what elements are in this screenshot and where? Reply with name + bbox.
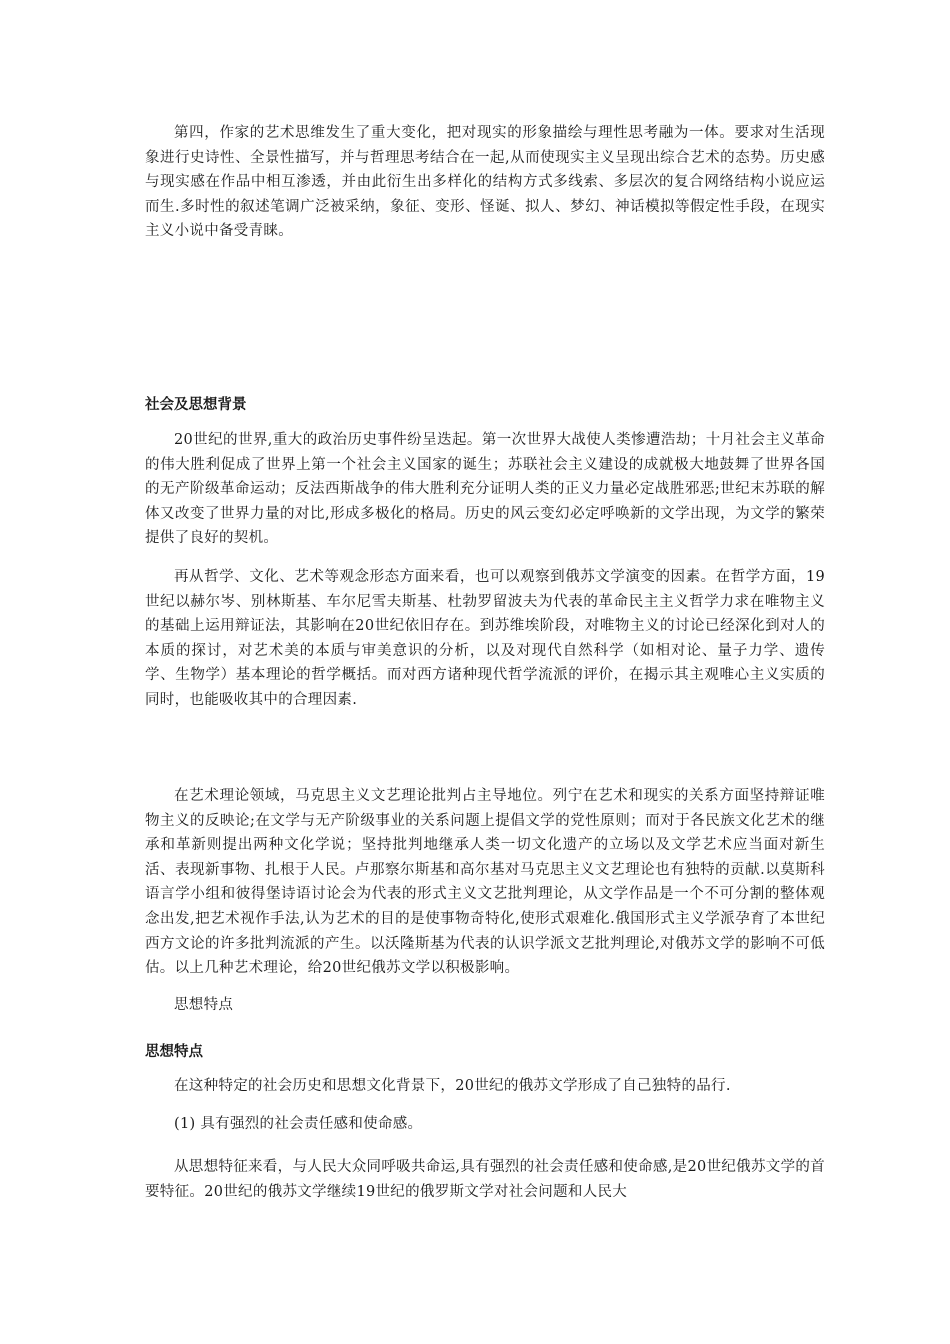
section-heading-thought-features: 思想特点 [145,1043,203,1060]
paragraph-social-responsibility: 从思想特征来看，与人民大众同呼吸共命运,具有强烈的社会责任感和使命感,是20世纪俄苏文学的首要特征。20世纪的俄苏文学继续19世纪的俄罗斯文学对社会问题和人民大 [145,1159,825,1200]
list-item-1: (1) 具有强烈的社会责任感和使命感。 [174,1116,423,1132]
section-heading-social-background: 社会及思想背景 [145,396,247,413]
paragraph-intro: 第四，作家的艺术思维发生了重大变化，把对现实的形象描绘与理性思考融为一体。要求对生活现象进行史诗性、全景性描写，并与哲理思考结合在一起,从而使现实主义呈现出综合艺术的态势。历史感与现实感在作品中相互渗透，并由此衍生出多样化的结构方式多线索、多层次的复合网络结构小说应运而生.多时性的叙述笔调广泛被采纳，象征、变形、怪诞、拟人、梦幻、神话模拟等假定性手段，在现实主义小说中备受青睐。 [145,125,825,240]
paragraph-world-history: 20世纪的世界,重大的政治历史事件纷呈迭起。第一次世界大战使人类惨遭浩劫；十月社会主义革命的伟大胜利促成了世界上第一个社会主义国家的诞生；苏联社会主义建设的成就极大地鼓舞了世界各国的无产阶级革命运动；反法西斯战争的伟大胜利充分证明人类的正义力量必定战胜邪恶;世纪末苏联的解体又改变了世界力量的对比,形成多极化的格局。历史的风云变幻必定呼唤新的文学出现，为文学的繁荣提供了良好的契机。 [145,432,825,547]
paragraph-art-theory: 在艺术理论领域，马克思主义文艺理论批判占主导地位。列宁在艺术和现实的关系方面坚持辩证唯物主义的反映论;在文学与无产阶级事业的关系问题上提倡文学的党性原则；而对于各民族文化艺术的继承和革新则提出两种文化学说；坚持批判地继承人类一切文化遗产的立场以及文学艺术应当面对新生活、表现新事物、扎根于人民。卢那察尔斯基和高尔基对马克思主义文艺理论也有独特的贡献.以莫斯科语言学小组和彼得堡诗语讨论会为代表的形式主义文艺批判理论，从文学作品是一个不可分割的整体观念出发,把艺术视作手法,认为艺术的目的是使事物奇特化,使形式艰难化.俄国形式主义学派孕育了本世纪西方文论的许多批判流派的产生。以沃隆斯基为代表的认识学派文艺批判理论,对俄苏文学的影响不可低估。以上几种艺术理论，给20世纪俄苏文学以积极影响。 [145,788,825,977]
paragraph-thought-features-label: 思想特点 [174,997,234,1013]
paragraph-philosophy: 再从哲学、文化、艺术等观念形态方面来看，也可以观察到俄苏文学演变的因素。在哲学方面，19世纪以赫尔岑、别林斯基、车尔尼雪夫斯基、杜勃罗留波夫为代表的革命民主主义哲学力求在唯物主义的基础上运用辩证法，其影响在20世纪依旧存在。到苏维埃阶段，对唯物主义的讨论已经深化到对人的本质的探讨，对艺术美的本质与审美意识的分析，以及对现代自然科学（如相对论、量子力学、遗传学、生物学）基本理论的哲学概括。而对西方诸种现代哲学流派的评价，在揭示其主观唯心主义实质的同时，也能吸收其中的合理因素. [145,569,825,708]
paragraph-thought-intro: 在这种特定的社会历史和思想文化背景下，20世纪的俄苏文学形成了自己独特的品行. [174,1078,731,1094]
